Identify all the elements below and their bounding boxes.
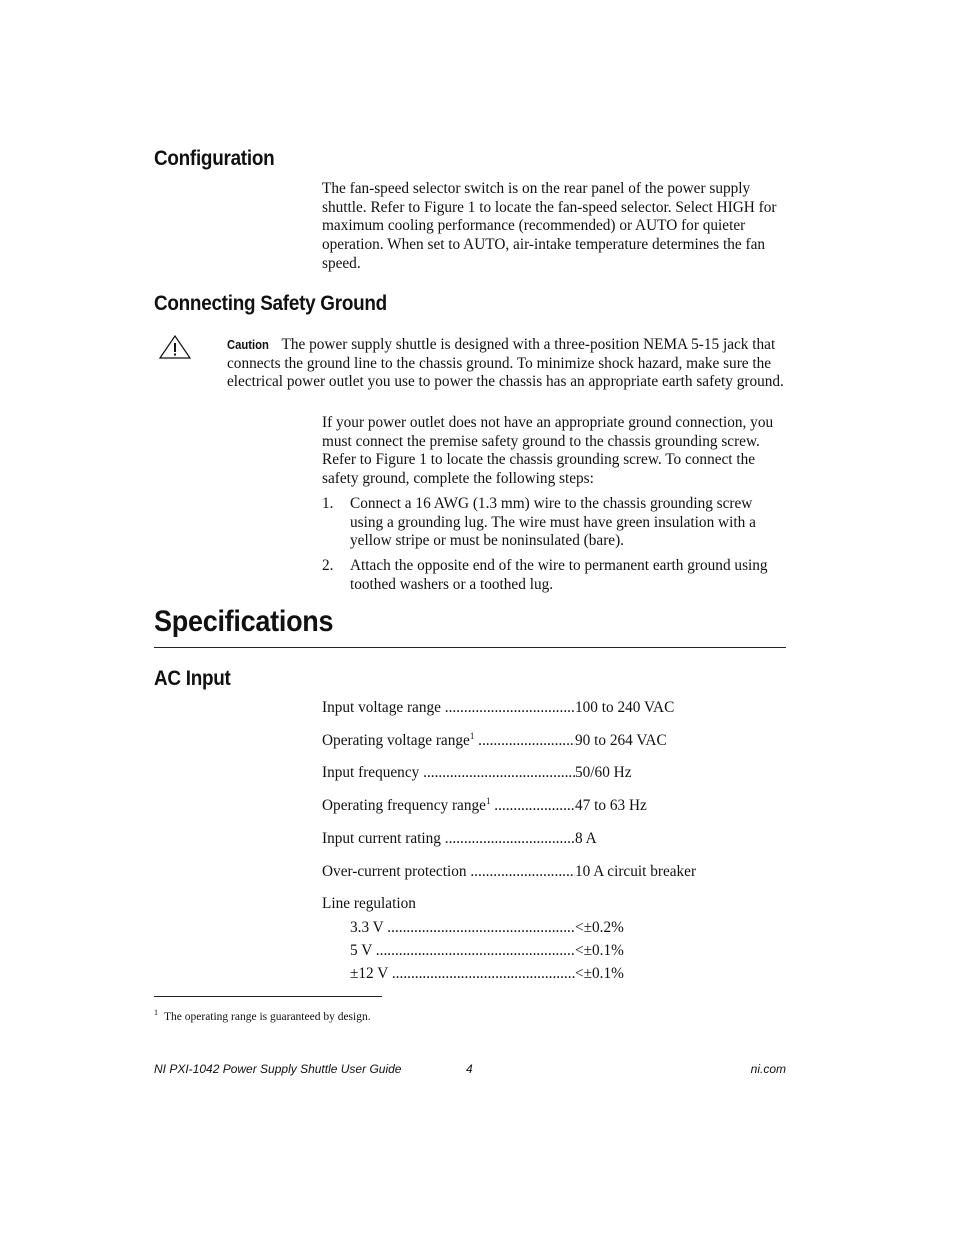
footnote-ref: 1 xyxy=(469,732,475,741)
spec-label: Over-current protection xyxy=(322,863,467,880)
spec-row xyxy=(350,965,624,983)
step-text: Connect a 16 AWG (1.3 mm) wire to the chassis grounding screw using a grounding lug. The wire must have green insulation with a yellow stripe or must be noninsulated (bare). xyxy=(350,495,756,550)
spec-label: Input frequency xyxy=(322,764,420,781)
spec-value: 50/60 Hz xyxy=(575,764,632,781)
spec-value: 10 A circuit breaker xyxy=(575,863,697,880)
section-heading-safety-ground: Connecting Safety Ground xyxy=(154,292,387,315)
spec-row xyxy=(322,732,667,750)
spec-row xyxy=(350,942,624,960)
spec-label: 5 V xyxy=(350,942,372,959)
list-item xyxy=(322,557,786,594)
footnote-rule xyxy=(154,996,382,997)
spec-row xyxy=(322,699,674,717)
footer-link[interactable]: ni.com xyxy=(750,1062,786,1076)
step-text: Attach the opposite end of the wire to permanent earth ground using toothed washers or a toothed lug. xyxy=(350,557,768,593)
list-item xyxy=(322,495,786,551)
caution-label: Caution xyxy=(227,338,269,352)
spec-value: 47 to 63 Hz xyxy=(575,797,647,814)
spec-value: 100 to 240 VAC xyxy=(575,699,675,716)
footnote-text: The operating range is guaranteed by design. xyxy=(164,1010,371,1023)
spec-label: Input voltage range xyxy=(322,699,441,716)
spec-row xyxy=(322,830,597,848)
heading-rule xyxy=(154,647,786,648)
spec-row xyxy=(322,863,696,881)
section-heading-configuration: Configuration xyxy=(154,147,275,170)
spec-label: Operating frequency range xyxy=(322,797,486,814)
step-number: 2. xyxy=(322,557,334,574)
spec-value: 8 A xyxy=(575,830,597,847)
line-regulation-label: Line regulation xyxy=(322,895,416,912)
spec-value: <±0.2% xyxy=(575,919,624,936)
footnote xyxy=(154,1008,371,1023)
caution-warning-icon xyxy=(159,335,191,359)
spec-value: <±0.1% xyxy=(575,942,624,959)
footnote-ref: 1 xyxy=(485,797,491,806)
spec-value: 90 to 264 VAC xyxy=(575,732,667,749)
footnote-mark: 1 xyxy=(154,1008,158,1017)
spec-row xyxy=(350,919,624,937)
caution-note xyxy=(227,336,787,392)
spec-label: ±12 V xyxy=(350,965,389,982)
page-title-specifications: Specifications xyxy=(154,605,334,638)
safety-ground-paragraph: If your power outlet does not have an appropriate ground connection, you must connect the premise safety ground to the chassis grounding screw. Refer to Figure 1 to locate the chassis grounding screw. To connect the safety ground, complete the following steps: xyxy=(322,414,774,488)
spec-value: <±0.1% xyxy=(575,965,624,982)
spec-row xyxy=(322,797,647,815)
footer-document-title: NI PXI-1042 Power Supply Shuttle User Guide xyxy=(154,1062,402,1076)
spec-row xyxy=(322,764,632,782)
step-number: 1. xyxy=(322,495,334,512)
configuration-paragraph: The fan-speed selector switch is on the rear panel of the power supply shuttle. Refer to Figure 1 to locate the fan-speed selector. Select HIGH for maximum cooling performance (recommended) or AUTO for quieter operation. When set to AUTO, air-intake temperature determines the fan speed. xyxy=(322,180,777,272)
footer-page-number: 4 xyxy=(466,1062,473,1076)
section-heading-ac-input: AC Input xyxy=(154,667,231,690)
spec-label: 3.3 V xyxy=(350,919,384,936)
spec-label: Input current rating xyxy=(322,830,441,847)
spec-label: Operating voltage range xyxy=(322,732,470,749)
caution-text: The power supply shuttle is designed with a three-position NEMA 5-15 jack that connects the ground line to the chassis ground. To minimize shock hazard, make sure the electrical power outlet you use to power the chassis has an appropriate earth safety ground. xyxy=(227,336,784,391)
